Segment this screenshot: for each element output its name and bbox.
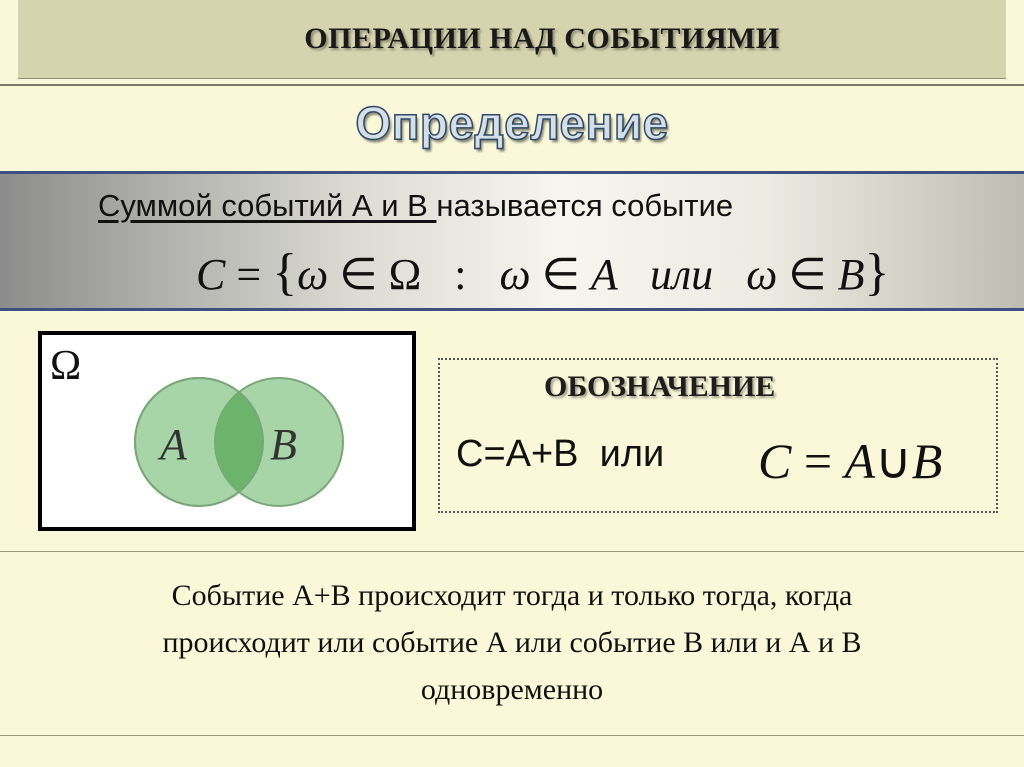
formula-close-brace: } — [864, 244, 890, 301]
union-symbol: ∪ — [875, 433, 912, 489]
formula-in3: ∈ — [777, 250, 838, 299]
notation-formula-eq: = — [791, 433, 845, 489]
b-label: B — [270, 420, 297, 469]
formula-omega3: ω — [746, 250, 778, 299]
divider — [0, 551, 1024, 552]
definition-text — [98, 188, 733, 224]
definition-formula — [196, 243, 889, 302]
formula-omega2: ω — [499, 250, 531, 299]
statement-line-3: одновременно — [420, 673, 604, 706]
formula-in: ∈ — [328, 250, 389, 299]
notation-formula-lhs: C — [758, 433, 792, 489]
divider — [0, 735, 1024, 736]
formula-or: или — [617, 250, 747, 299]
formula-b: B — [837, 250, 865, 299]
a-label: A — [160, 420, 187, 469]
title-bar — [18, 0, 1006, 79]
venn-diagram — [38, 331, 416, 531]
formula-big-omega: Ω — [388, 250, 422, 299]
formula-eq: = — [225, 250, 273, 299]
notation-formula — [758, 432, 942, 490]
definition-rest: называется событие — [436, 188, 734, 223]
statement — [40, 572, 984, 713]
definition-heading: Определение — [355, 97, 669, 149]
notation-plain: С=А+В или — [456, 433, 665, 475]
notation-formula-a: A — [844, 433, 876, 489]
venn-svg — [42, 335, 412, 527]
statement-line-2: происходит или событие А или событие В или и А и В — [162, 626, 862, 659]
formula-colon: : — [421, 250, 500, 299]
formula-open-brace: { — [272, 244, 298, 301]
notation-heading: ОБОЗНАЧЕНИЕ — [544, 370, 776, 403]
divider — [0, 84, 1024, 86]
slide-title: ОПЕРАЦИИ НАД СОБЫТИЯМИ — [304, 22, 780, 55]
formula-lhs: C — [196, 250, 226, 299]
formula-in2: ∈ — [530, 250, 591, 299]
definition-underlined: Суммой событий А и В — [98, 188, 437, 223]
formula-omega: ω — [297, 250, 329, 299]
formula-a: A — [590, 250, 617, 299]
omega-label: Ω — [50, 343, 82, 389]
statement-line-1: Событие А+В происходит тогда и только тогда, когда — [171, 579, 853, 612]
notation-formula-b: B — [911, 433, 943, 489]
